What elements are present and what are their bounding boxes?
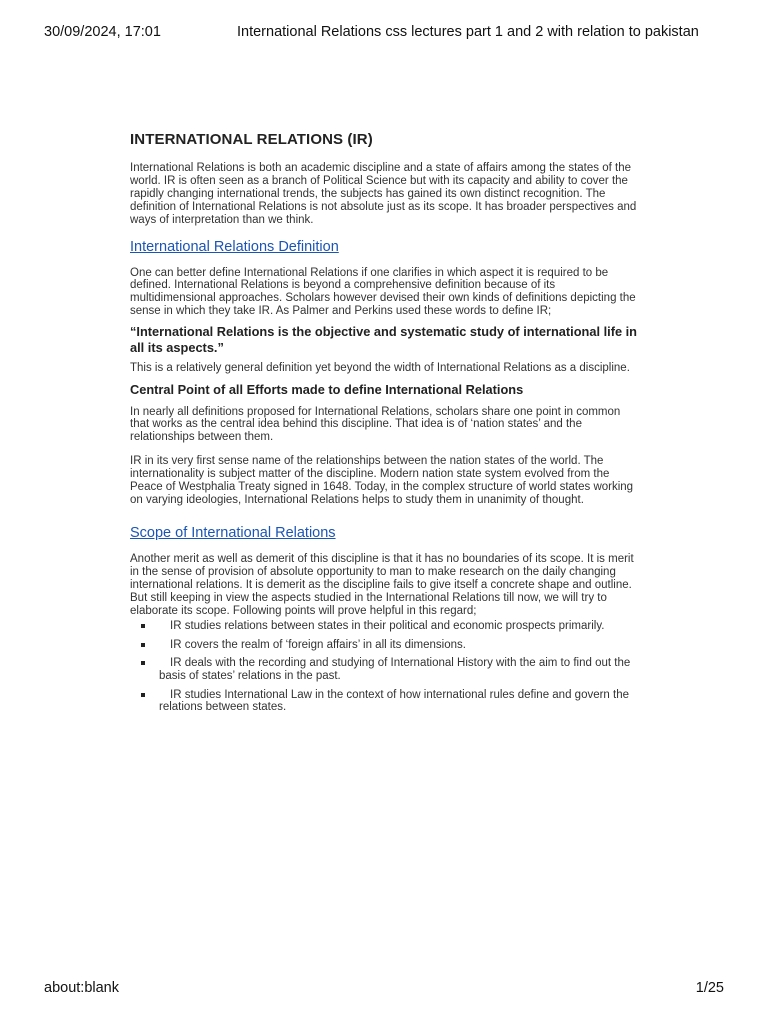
list-item xyxy=(130,657,640,683)
intro-paragraph: International Relations is both an academic discipline and a state of affairs among the states of the world. IR is often seen as a branch of Political Science but with its capacity and ability to cover the rapidly changing international trends, the subjects has gained its own distinct recognition. The definition of International Relations is not absolute just as its scope. It has broader perspectives and ways of interpretation than we think. xyxy=(130,162,637,226)
bullet-icon xyxy=(141,661,145,665)
print-footer xyxy=(44,980,724,1000)
list-item xyxy=(130,620,640,633)
scope-heading-link[interactable]: Scope of International Relations xyxy=(130,524,336,541)
article-content xyxy=(130,131,640,720)
definition-heading-link[interactable]: International Relations Definition xyxy=(130,238,339,255)
scope-paragraph: Another merit as well as demerit of this discipline is that it has no boundaries of its scope. It is merit in the sense of provision of absolute opportunity to man to make research on the daily changing international relations. It is demerit as the discipline fails to give itself a concrete shape and outline. But still keeping in view the aspects studied in the International Relations till now, we will try to elaborate its scope. Following points will prove helpful in this regard; xyxy=(130,552,634,617)
list-item-text: IR studies International Law in the context of how international rules define and govern the relations between states. xyxy=(159,688,630,714)
bullet-icon xyxy=(141,643,145,647)
definition-paragraph: One can better define International Relations if one clarifies in which aspect it is required to be defined. International Relations is beyond a comprehensive definition because of its multidimensional approaches. Scholars however devised their own kinds of definitions depicting the sense in which they take IR. As Palmer and Perkins used these words to define IR; xyxy=(130,266,636,318)
bullet-icon xyxy=(141,624,145,628)
list-item xyxy=(130,689,640,715)
central-point-heading: Central Point of all Efforts made to define International Relations xyxy=(130,382,524,398)
list-item-text: IR studies relations between states in their political and economic prospects primarily. xyxy=(170,620,605,633)
definition-quote: “International Relations is the objective and systematic study of international life in all its aspects.” xyxy=(130,324,638,355)
list-item xyxy=(130,639,640,652)
list-item-text: IR covers the realm of ‘foreign affairs’ in all its dimensions. xyxy=(170,638,466,651)
print-datetime: 30/09/2024, 17:01 xyxy=(44,24,161,40)
print-url: about:blank xyxy=(44,980,119,996)
list-item-text: IR deals with the recording and studying of International History with the aim to find out the basis of states’ relations in the past. xyxy=(159,657,631,683)
scope-points-list xyxy=(130,620,640,714)
bullet-icon xyxy=(141,693,145,697)
page-number: 1/25 xyxy=(695,980,724,996)
print-document-title: International Relations css lectures part 1 and 2 with relation to pakistan xyxy=(237,24,699,40)
central-paragraph-2: IR in its very first sense name of the relationships between the nation states of the world. The internationality is subject matter of the discipline. Modern nation state system evolved from the Peace of Westphalia Treaty signed in 1648. Today, in the complex structure of world states working on varying ideologies, International Relations helps to study them in unanimity of thought. xyxy=(130,455,634,506)
print-header xyxy=(44,24,724,44)
quote-note-paragraph: This is a relatively general definition yet beyond the width of International Relations as a discipline. xyxy=(130,362,630,375)
article-title: INTERNATIONAL RELATIONS (IR) xyxy=(130,131,373,148)
central-paragraph-1: In nearly all definitions proposed for International Relations, scholars share one point in common that works as the central idea behind this discipline. That idea is of ‘nation states’ and the relationships between them. xyxy=(130,405,621,444)
